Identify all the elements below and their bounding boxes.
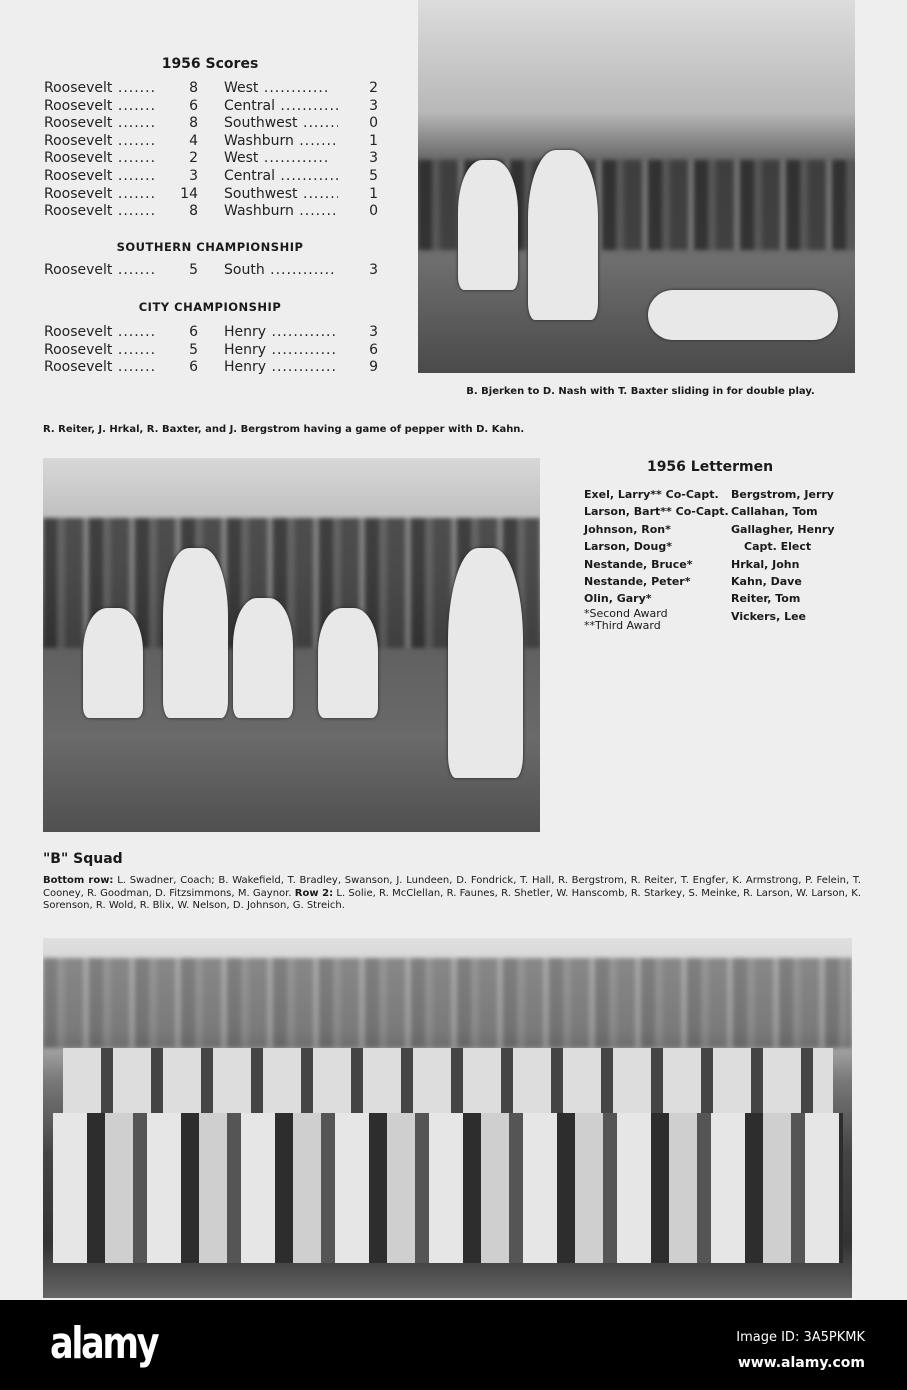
bottom-row-names: L. Swadner, Coach; B. Wakefield, T. Bradley, Swanson, J. Lundeen, D. Fondrick, T. Hall, R. Bergstrom, R. Reiter, T. Engfer, K. Armstrong, P. Felein, T. Cooney, R. Goodman, D. Fitzsimmons, M. Gaynor.: [43, 875, 861, 899]
city-table: [44, 324, 378, 377]
score-row: [44, 203, 378, 221]
letterman: Capt. Elect: [744, 540, 812, 554]
letterman: Hrkal, John: [731, 557, 800, 571]
scores-table: [44, 80, 378, 221]
bsquad-caption: [43, 875, 861, 913]
score-row: [44, 168, 378, 186]
score-row: [44, 133, 378, 151]
opponent-name: West .....: [198, 150, 338, 168]
team-name: Roosevelt .....: [44, 203, 154, 221]
score-row: [44, 80, 378, 98]
score-row: [44, 98, 378, 116]
team-score: 14: [180, 185, 198, 202]
opponent-score: 1: [369, 185, 378, 202]
team-name: Roosevelt .....: [44, 342, 154, 360]
opponent-score: 1: [369, 132, 378, 149]
letterman: Bergstrom, Jerry: [731, 488, 834, 501]
b-squad-team-photo: [43, 938, 852, 1298]
pepper-game-photo: [43, 458, 540, 832]
team-name: Roosevelt .....: [44, 168, 154, 186]
letterman: Nestande, Bruce*: [584, 557, 693, 571]
photo1-caption: B. Bjerken to D. Nash with T. Baxter sliding in for double play.: [466, 386, 815, 397]
city-title: CITY CHAMPIONSHIP: [138, 300, 282, 314]
opponent-score: 9: [369, 359, 378, 376]
opponent-score: 0: [369, 115, 378, 132]
opponent-name: Washburn .....: [198, 203, 338, 221]
team-score: 6: [189, 97, 198, 114]
opponent-score: 6: [369, 341, 378, 358]
bsquad-title: "B" Squad: [43, 851, 123, 867]
letterman: Reiter, Tom: [731, 592, 801, 606]
opponent-score: 3: [369, 150, 378, 167]
bottom-row-label: Bottom row:: [43, 875, 114, 886]
letterman: Callahan, Tom: [731, 505, 818, 519]
letterman: Larson, Doug*: [584, 540, 672, 554]
team-name: Roosevelt .....: [44, 150, 154, 168]
opponent-name: Henry .....: [198, 359, 338, 377]
letterman: Gallagher, Henry: [731, 522, 835, 536]
letterman: Olin, Gary*: [584, 592, 652, 606]
team-score: 8: [189, 203, 198, 220]
image-id: Image ID: 3A5PKMK: [736, 1330, 865, 1345]
score-row: [44, 115, 378, 133]
letterman: Larson, Bart** Co-Capt.: [584, 505, 729, 519]
team-score: 6: [189, 359, 198, 376]
award-note: **Third Award: [584, 619, 661, 633]
team-score: 5: [189, 341, 198, 358]
score-row: [44, 342, 378, 360]
letterman: Johnson, Ron*: [584, 522, 671, 536]
opponent-score: 5: [369, 167, 378, 184]
team-name: Roosevelt .....: [44, 80, 154, 98]
row2-names: L. Solie, R. McClellan, R. Faunes, R. Shetler, W. Hanscomb, R. Starkey, S. Meinke, R. Larson, W. Larson, K. Sorenson, R. Wold, R. Blix, W. Nelson, D. Johnson, G. Streich.: [43, 887, 861, 911]
opponent-score: 2: [369, 80, 378, 96]
alamy-logo: alamy: [50, 1318, 158, 1369]
opponent-name: Central .....: [198, 98, 338, 116]
alamy-url: www.alamy.com: [737, 1355, 865, 1371]
photo2-caption: R. Reiter, J. Hrkal, R. Baxter, and J. Bergstrom having a game of pepper with D. Kahn.: [43, 424, 525, 435]
opponent-name: Southwest .....: [198, 115, 338, 133]
team-score: 3: [189, 167, 198, 184]
scores-title: 1956 Scores: [161, 56, 259, 72]
letterman: Vickers, Lee: [731, 609, 807, 623]
team-name: Roosevelt .....: [44, 133, 154, 151]
score-row: [44, 324, 378, 342]
opponent-score: 3: [369, 97, 378, 114]
team-name: Roosevelt .....: [44, 359, 154, 377]
team-score: 5: [189, 262, 198, 278]
watermark-bar: [0, 1300, 907, 1390]
opponent-name: South .....: [198, 262, 338, 280]
score-row: [44, 186, 378, 204]
team-name: Roosevelt .....: [44, 115, 154, 133]
opponent-score: 3: [369, 324, 378, 340]
opponent-name: Southwest .....: [198, 186, 338, 204]
opponent-name: Central .....: [198, 168, 338, 186]
team-score: 8: [189, 115, 198, 132]
opponent-score: 3: [369, 262, 378, 278]
score-row: [44, 150, 378, 168]
row2-label: Row 2:: [294, 887, 334, 899]
team-score: 4: [189, 132, 198, 149]
opponent-name: West .....: [198, 80, 338, 98]
lettermen-list: [584, 486, 844, 646]
southern-table: [44, 262, 378, 280]
opponent-name: Henry .....: [198, 324, 338, 342]
team-score: 6: [189, 324, 198, 340]
score-row: [44, 359, 378, 377]
team-name: Roosevelt .....: [44, 186, 154, 204]
letterman: Nestande, Peter*: [584, 575, 691, 588]
team-score: 2: [189, 150, 198, 167]
team-score: 8: [189, 80, 198, 96]
southern-title: SOUTHERN CHAMPIONSHIP: [116, 240, 304, 254]
opponent-name: Washburn .....: [198, 133, 338, 151]
opponent-score: 0: [369, 203, 378, 220]
opponent-name: Henry .....: [198, 342, 338, 360]
lettermen-title: 1956 Lettermen: [646, 459, 774, 475]
team-name: Roosevelt .....: [44, 324, 154, 342]
award-note: *Second Award: [584, 606, 668, 620]
team-name: Roosevelt .....: [44, 98, 154, 116]
letterman: Kahn, Dave: [731, 575, 802, 588]
letterman: Exel, Larry** Co-Capt.: [584, 488, 719, 501]
double-play-photo: [418, 0, 855, 373]
score-row: [44, 262, 378, 280]
team-name: Roosevelt .....: [44, 262, 154, 280]
